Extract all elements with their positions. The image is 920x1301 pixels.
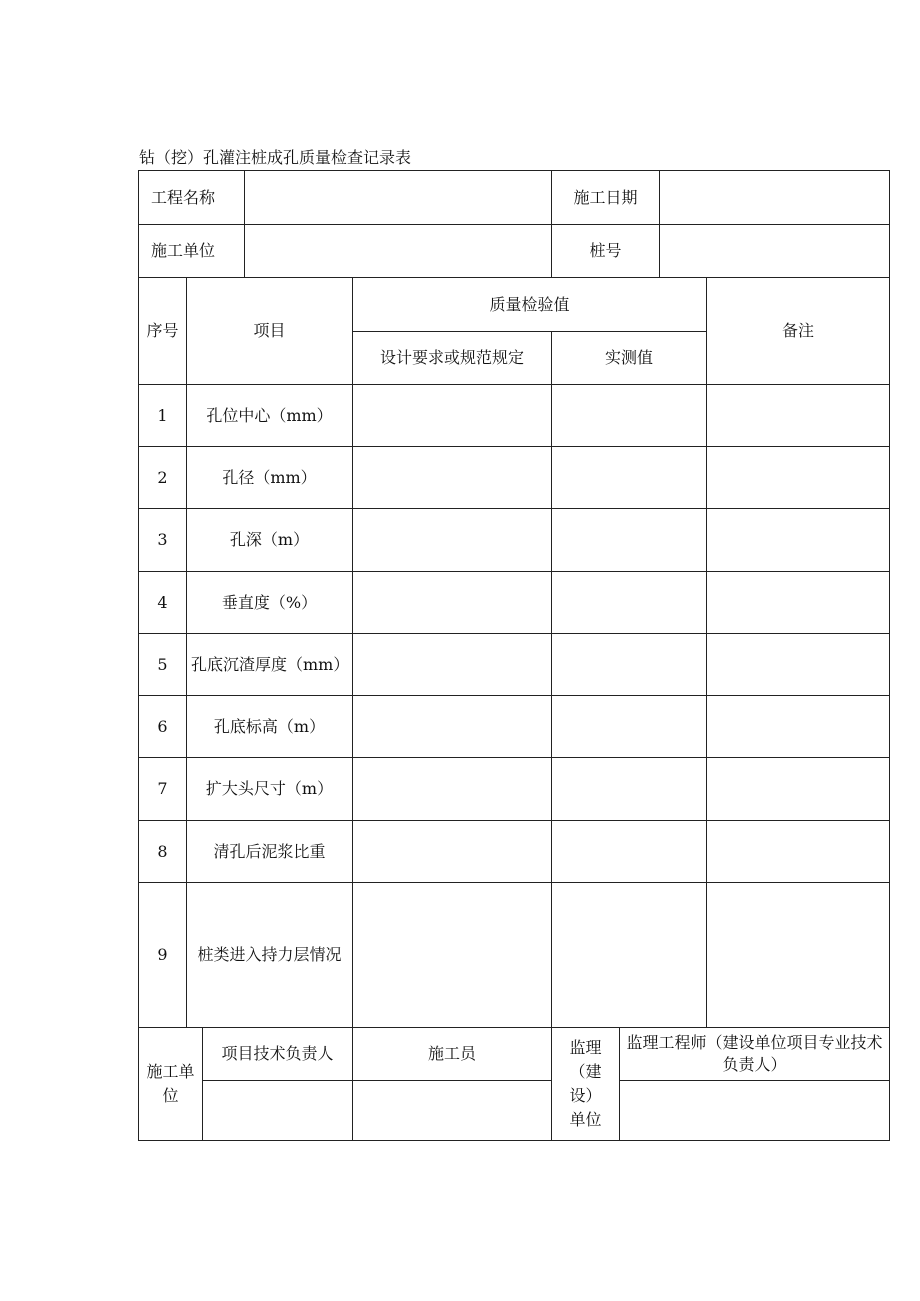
row-measured-field[interactable] [552,883,706,1027]
col-header-quality-group: 质量检验值 [489,294,570,314]
row-remarks-field[interactable] [707,509,889,571]
row-remarks-field[interactable] [707,821,889,882]
row-number: 2 [157,467,168,487]
construction-unit-label: 施工单位 [151,241,216,260]
row-number: 8 [157,841,168,861]
row-number: 5 [157,654,168,674]
construction-date-label: 施工日期 [573,187,638,207]
col-header-item: 项目 [253,321,286,340]
pile-no-label: 桩号 [589,241,622,260]
row-item: 孔底标高（m） [213,716,326,736]
row-measured-field[interactable] [552,385,706,446]
row-number: 1 [157,405,168,425]
row-design-field[interactable] [353,634,551,695]
row-item: 孔径（mm） [222,467,317,487]
tech-lead-signature-field[interactable] [203,1081,352,1140]
row-remarks-field[interactable] [707,634,889,695]
row-number: 3 [157,530,168,549]
row-measured-field[interactable] [552,509,706,571]
footer-construction-unit-label: 施工单位 [146,1062,195,1105]
row-design-field[interactable] [353,821,551,882]
supervision-unit-label: 监理（建设）单位 [569,1038,602,1129]
row-item: 孔深（m） [229,530,310,549]
row-remarks-field[interactable] [707,572,889,633]
row-measured-field[interactable] [552,696,706,757]
table-border-right [889,170,890,1141]
supervisor-label: 监理工程师（建设单位项目专业技术负责人） [626,1033,883,1074]
row-measured-field[interactable] [552,821,706,882]
row-item: 垂直度（%） [221,592,318,612]
row-design-field[interactable] [353,385,551,446]
row-item: 孔底沉渣厚度（mm） [191,654,350,674]
row-design-field[interactable] [353,509,551,571]
row-design-field[interactable] [353,758,551,820]
construction-unit-field[interactable] [245,225,551,277]
row-item: 孔位中心（mm） [206,405,333,425]
constructor-signature-field[interactable] [353,1081,551,1140]
row-remarks-field[interactable] [707,883,889,1027]
row-remarks-field[interactable] [707,447,889,508]
row-number: 6 [157,716,168,736]
col-header-remarks: 备注 [781,321,814,340]
row-remarks-field[interactable] [707,385,889,446]
row-number: 4 [157,592,168,612]
row-design-field[interactable] [353,696,551,757]
row-design-field[interactable] [353,883,551,1027]
pile-no-field[interactable] [660,225,889,277]
row-design-field[interactable] [353,447,551,508]
row-measured-field[interactable] [552,758,706,820]
row-remarks-field[interactable] [707,696,889,757]
construction-date-field[interactable] [660,171,889,224]
tech-lead-label: 项目技术负责人 [221,1044,334,1063]
project-name-label: 工程名称 [151,187,216,207]
form-title: 钻（挖）孔灌注桩成孔质量检查记录表 [139,148,412,167]
supervisor-signature-field[interactable] [620,1081,889,1140]
row-item: 扩大头尺寸（m） [205,779,334,798]
row-item: 桩类进入持力层情况 [197,945,342,964]
row-measured-field[interactable] [552,572,706,633]
row-measured-field[interactable] [552,634,706,695]
project-name-field[interactable] [245,171,551,224]
row-number: 7 [157,779,168,798]
row-measured-field[interactable] [552,447,706,508]
col-header-seq: 序号 [146,321,179,340]
row-item: 清孔后泥浆比重 [213,841,326,861]
table-border-bottom [138,1140,890,1141]
col-header-design-requirement: 设计要求或规范规定 [379,348,524,367]
row-number: 9 [157,945,168,964]
constructor-label: 施工员 [427,1044,476,1063]
row-design-field[interactable] [353,572,551,633]
col-header-measured: 实测值 [604,348,653,367]
row-remarks-field[interactable] [707,758,889,820]
